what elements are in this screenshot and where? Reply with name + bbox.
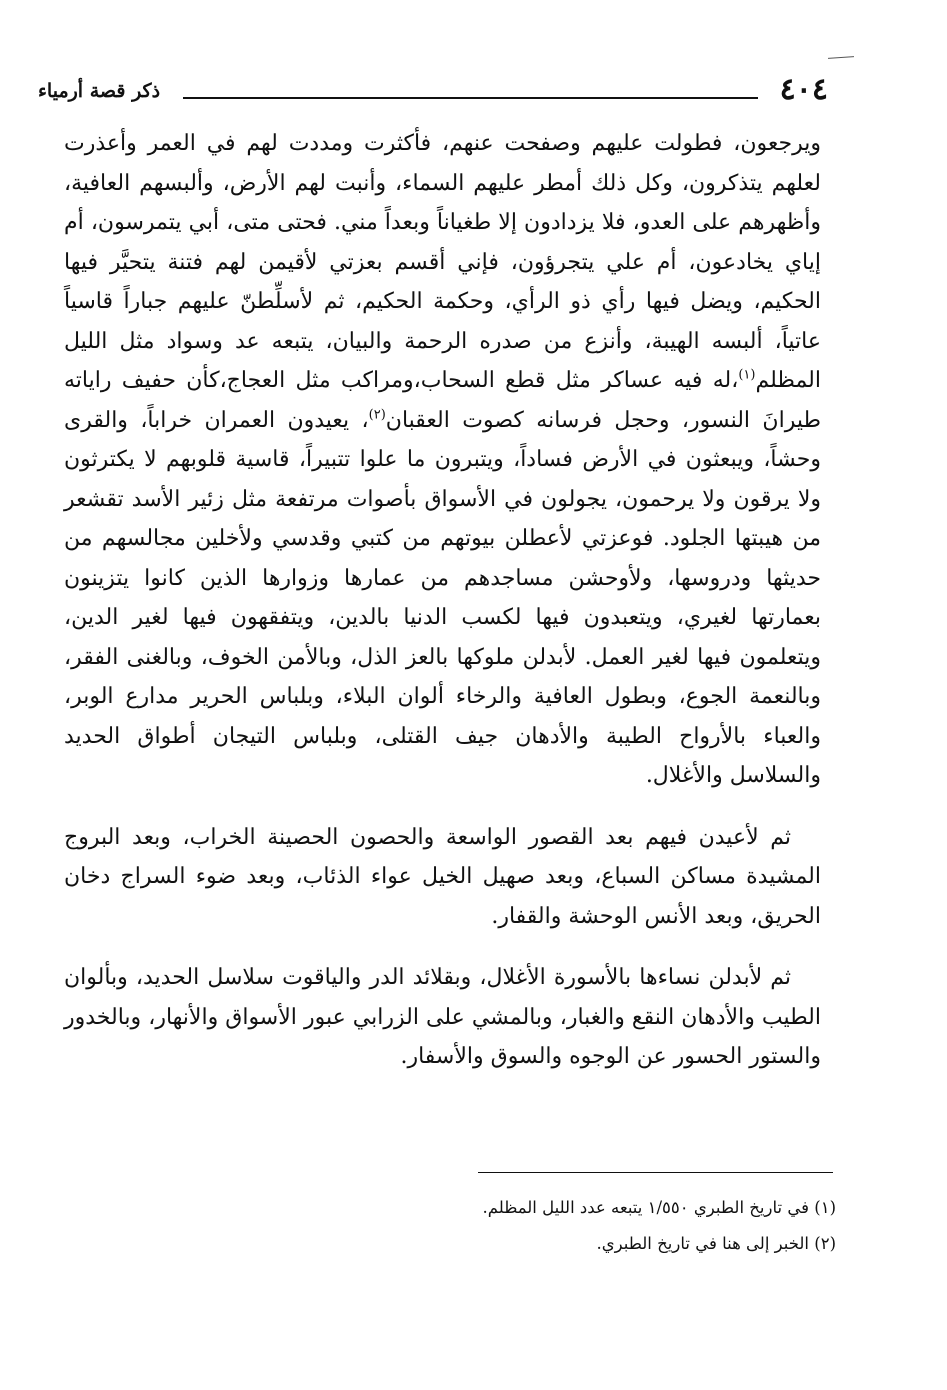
- body-text: [64, 124, 821, 1077]
- paragraph-2: ثم لأعيدن فيهم بعد القصور الواسعة والحصون الحصينة الخراب، وبعد البروج المشيدة مساكن السباع، وبعد صهيل الخيل عواء الذئاب، وبعد ضوء السراج دخان الحريق، وبعد الأنس الوحشة والقفار.: [64, 824, 821, 929]
- page-number: ٤٠٤: [779, 72, 828, 107]
- footnote-rule: [478, 1172, 833, 1173]
- paragraph-1-part-1: ويرجعون، فطولت عليهم وصفحت عنهم، فأكثرت ومددت لهم في العمر وأعذرت لعلهم يتذكرون، وكل ذلك أمطر عليهم السماء، وأنبت لهم الأرض، وألبسهم العافية، وأظهرهم على العدو، فلا يزدادون إلا طغياناً وبعداً مني. فحتى متى، أبي يتمرسون، أم إياي يخادعون، أم علي يتجرؤون، فإني أقسم بعزتي لأقيمن لهم فتنة يتحيَّر فيها الحكيم، ويضل فيها رأي ذو الرأي، وحكمة الحكيم، ثم لأسلِّطنّ عليهم جباراً قاسياً عاتياً، ألبسه الهيبة، وأنزع من صدره الرحمة والبيان، يتبعه عد وسواد مثل الليل المظلم: [64, 131, 821, 393]
- paragraph-3: ثم لأبدلن نساءها بالأسورة الأغلال، وبقلائد الدر والياقوت سلاسل الحديد، وبألوان الطيب والأدهان النقع والغبار، وبالمشي على الزرابي عبور الأسواق والأنهار، وبالخدور والستور الحسور عن الوجوه والسوق والأسفار.: [64, 965, 821, 1069]
- footnote-ref-2: (٢): [368, 407, 386, 423]
- paragraph-1: [64, 124, 821, 796]
- paragraph-1-part-2: ،له فيه عساكر مثل قطع السحاب،ومراكب مثل العجاج،كأن حفيف راياته طيرانَ النسور، وحجل فرسانه كصوت العقبان: [64, 368, 821, 433]
- footnote-2: (٢) الخبر إلى هنا في تاريخ الطبري.: [596, 1234, 836, 1253]
- scan-mark: [828, 56, 854, 59]
- page-header: [38, 72, 828, 112]
- footnote-ref-1: (١): [738, 367, 756, 383]
- running-title: ذكر قصة أرمياء: [38, 80, 161, 102]
- header-rule: [183, 97, 758, 99]
- footnotes: [260, 1190, 836, 1262]
- footnote-1: (١) في تاريخ الطبري ١/٥٥٠ يتبعه عدد الليل المظلم.: [482, 1198, 836, 1217]
- paragraph-1-part-3: ، يعيدون العمران خراباً، والقرى وحشاً، ويبعثون في الأرض فساداً، ويتبرون ما علوا تتبيراً، قاسية قلوبهم لا يكترثون ولا يرقون ولا يرحمون، يجولون في الأسواق بأصوات مرتفعة مثل زئير الأسد تقشعر من هيبتها الجلود. فوعزتي لأعطلن بيوتهم من كتبي وقدسي ولأخلين مجالسهم من حديثها ودروسها، ولأوحشن مساجدهم من عمارها وزوارها الذين كانوا يتزينون بعمارتها لغيري، ويتعبدون فيها لكسب الدنيا بالدين، ويتفقهون فيها لغير الدين، ويتعلمون فيها لغير العمل. لأبدلن ملوكها بالعز الذل، وبالأمن الخوف، وبالغنى الفقر، وبالنعمة الجوع، وبطول العافية والرخاء ألوان البلاء، وبلباس الحرير مدارع الوبر، والعباء بالأرواح الطيبة والأدهان جيف القتلى، وبلباس التيجان أطواق الحديد والسلاسل والأغلال.: [64, 407, 821, 788]
